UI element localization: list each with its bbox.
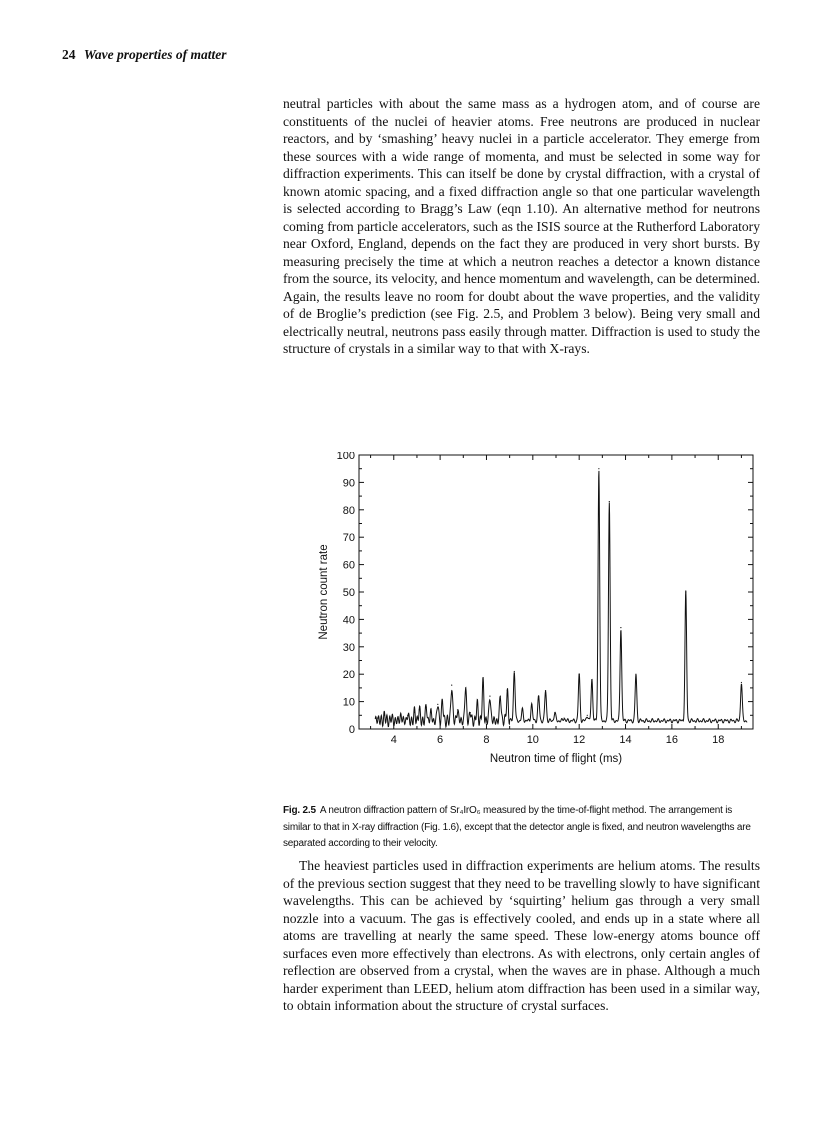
peak-point	[685, 591, 686, 592]
running-title: Wave properties of matter	[83, 47, 227, 62]
peak-point	[545, 690, 546, 691]
peak-point	[538, 696, 539, 697]
y-tick-label: 60	[342, 559, 355, 572]
diffraction-figure	[300, 452, 770, 787]
peak-point	[407, 715, 408, 716]
peak-point	[430, 712, 431, 713]
peak-point	[635, 674, 636, 675]
peak-point	[489, 696, 490, 697]
peak-point	[620, 627, 621, 628]
y-tick-label: 50	[342, 587, 355, 599]
peak-point	[477, 704, 478, 705]
running-head	[62, 47, 226, 63]
peak-point	[609, 501, 610, 502]
peak-point	[426, 706, 427, 707]
figure-caption	[283, 803, 760, 853]
y-tick-label: 40	[342, 614, 355, 627]
peak-point	[531, 704, 532, 705]
peak-point	[419, 709, 420, 710]
figure-caption-text: A neutron diffraction pattern of Sr₄IrO₆ measured by the time-of-flight method. The arrangement is similar to that in X-ray diffraction (Fig. 1.6), except that the detector angle is fixed, and neutron wavelengths are separated according to their velocity.	[283, 805, 751, 849]
peak-point	[554, 712, 555, 713]
x-tick-label: 8	[483, 734, 490, 746]
peak-point	[400, 715, 401, 716]
x-tick-label: 18	[712, 734, 725, 746]
y-tick-label: 20	[342, 669, 355, 682]
page-number: 24	[62, 47, 76, 62]
x-tick-label: 14	[619, 734, 632, 746]
spectrum-line	[375, 471, 747, 727]
peak-point	[377, 717, 378, 718]
y-tick-label: 90	[342, 477, 355, 490]
peak-point	[414, 712, 415, 713]
y-tick-label: 10	[342, 696, 355, 709]
peak-point	[470, 712, 471, 713]
plot-frame	[359, 455, 753, 729]
y-tick-label: 0	[348, 724, 355, 736]
peak-point	[507, 690, 508, 691]
x-tick-label: 16	[665, 734, 679, 746]
y-axis-label: Neutron count rate	[318, 544, 330, 640]
x-tick-label: 6	[437, 734, 444, 746]
x-tick-label: 10	[526, 734, 539, 746]
peak-point	[451, 685, 452, 686]
peak-point	[384, 715, 385, 716]
peak-point	[522, 709, 523, 710]
diffraction-chart	[300, 452, 770, 787]
y-tick-label: 30	[342, 641, 355, 654]
peak-point	[741, 682, 742, 683]
y-tick-label: 70	[342, 532, 355, 545]
peak-point	[598, 468, 599, 469]
peak-point	[482, 682, 483, 683]
peak-point	[437, 704, 438, 705]
peak-point	[564, 717, 565, 718]
peak-point	[579, 674, 580, 675]
peak-point	[591, 679, 592, 680]
body-paragraph-1: neutral particles with about the same mass as a hydrogen atom, and of course are constituents of the nuclei of heavier atoms. Free neutrons are produced in nuclear reactors, and by ‘smashing’ heavy nuclei in a particle accelerator. They emerge from these sources with a wide range of momenta, and must be selected in some way for diffraction experiments. This can itself be done by crystal diffraction, with a crystal of known atomic spacing, and a fixed diffraction angle so that one particular wavelength is selected according to Bragg’s Law (eqn 1.10). An alternative method for neutrons coming from particle accelerators, such as the ISIS source at the Rutherford Laboratory near Oxford, England, depends on the fact they are produced in very short bursts. By measuring precisely the time at which a neutron reaches a detector a known distance from the source, its velocity, and hence momentum and wavelength, can be determined. Again, the results leave no room for doubt about the wave properties, and the validity of de Broglie’s prediction (see Fig. 2.5, and Problem 3 below). Being very small and electrically neutral, neutrons pass easily through matter. Diffraction is used to study the structure of crystals in a similar way to that with X-rays.	[283, 96, 761, 356]
x-tick-label: 4	[390, 734, 397, 746]
peak-point	[391, 717, 392, 718]
x-tick-label: 12	[573, 734, 586, 746]
peak-point	[465, 687, 466, 688]
body-paragraph-2: The heaviest particles used in diffraction experiments are helium atoms. The results of the previous section suggest that they need to be travelling slowly to have significant wavelengths. This can be achieved by ‘squirting’ helium gas through a very small nozzle into a vacuum. The gas is effectively cooled, and ends up in a state where all atoms are travelling at nearly the same speed. These low-energy atoms bounce off surfaces even more effectively than electrons. As with electrons, only certain angles of reflection are observed from a crystal, when the waves are in phase. Although a much harder experiment than LEED, helium atom diffraction has been used in a similar way, to obtain information about the structure of crystal surfaces.	[283, 858, 760, 1013]
peak-point	[500, 696, 501, 697]
y-tick-label: 100	[336, 452, 355, 462]
peak-point	[442, 701, 443, 702]
y-tick-label: 80	[342, 504, 355, 517]
peak-point	[457, 709, 458, 710]
figure-label: Fig. 2.5	[283, 805, 316, 816]
peak-point	[514, 671, 515, 672]
peak-point	[587, 715, 588, 716]
x-axis-label: Neutron time of flight (ms)	[489, 753, 623, 765]
